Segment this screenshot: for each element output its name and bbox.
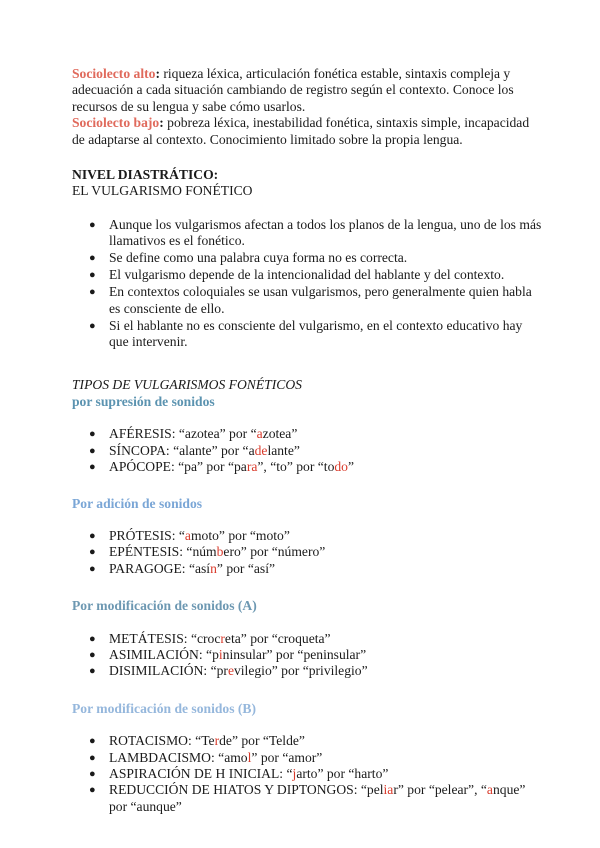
nivel-title: NIVEL DIASTRÁTICO: <box>72 167 219 183</box>
term: REDUCCIÓN DE HIATOS Y DIPTONGOS: <box>109 782 361 798</box>
example-text: ero” por “número” <box>223 544 326 560</box>
list-item <box>72 318 542 351</box>
term: PARAGOGE: <box>109 560 189 576</box>
bullet-icon: ● <box>89 269 96 282</box>
list-item <box>72 782 542 815</box>
list-item <box>72 284 542 317</box>
nivel-bullet-list <box>72 217 542 351</box>
example-text: “p <box>206 646 219 662</box>
bullet-icon: ● <box>89 319 96 332</box>
sociolecto-alto-text: riqueza léxica, articulación fonética estable, sintaxis compleja y adecuación a cada situación cambiando de registro según el contexto. Conoce los recursos de su lengua y sabe cómo usarlos. <box>72 66 514 114</box>
colon: : <box>159 115 164 131</box>
example-text: arto” por “harto” <box>296 765 389 781</box>
bullet-icon: ● <box>89 546 96 559</box>
list-item <box>72 544 542 560</box>
highlight: a <box>184 527 191 543</box>
section-heading-adicion: Por adición de sonidos <box>72 495 203 511</box>
highlight: ia <box>383 782 394 798</box>
list-item-text: El vulgarismo depende de la intencionalidad del hablante y del contexto. <box>109 267 505 283</box>
bullet-icon: ● <box>89 632 96 645</box>
example-text: lante” <box>267 442 300 458</box>
modificacion-b-list <box>72 733 542 815</box>
sociolecto-bajo-text: pobreza léxica, inestabilidad fonética, sintaxis simple, incapacidad de adaptarse al contexto. Conocimiento limitado sobre la propia lengua. <box>72 115 530 147</box>
sociolecto-bajo-label: Sociolecto bajo <box>72 115 160 131</box>
list-item <box>72 250 542 266</box>
example-text: ” <box>347 459 355 475</box>
term: ASIMILACIÓN: <box>109 646 207 662</box>
bullet-icon: ● <box>89 461 96 474</box>
example-text: zotea” <box>262 426 298 442</box>
list-item-text: En contextos coloquiales se usan vulgarismos, pero generalmente quien habla es consciente de ello. <box>109 284 532 316</box>
term: EPÉNTESIS: <box>109 544 187 560</box>
example-text: ninsular” por “peninsular” <box>222 646 367 662</box>
highlight: j <box>292 765 297 781</box>
bullet-icon: ● <box>89 665 96 678</box>
example-text: nque” por “aunque” <box>109 782 526 814</box>
modificacion-a-list <box>72 631 542 680</box>
adicion-list <box>72 528 542 577</box>
list-item <box>72 766 542 782</box>
example-text: “pa” por “pa <box>178 459 247 475</box>
supresion-list <box>72 426 542 475</box>
example-text: “Te <box>195 733 215 749</box>
highlight: a <box>486 782 493 798</box>
bullet-icon: ● <box>89 562 96 575</box>
example-text: “alante” por “a <box>173 442 255 458</box>
example-text: “así <box>188 560 211 576</box>
term: APÓCOPE: <box>109 459 179 475</box>
document-page <box>72 66 542 815</box>
example-text: “núm <box>186 544 217 560</box>
example-text: de” por “Telde” <box>219 733 305 749</box>
example-text: eta” por “croqueta” <box>224 630 331 646</box>
term: AFÉRESIS: <box>109 426 179 442</box>
highlight: ra <box>246 459 258 475</box>
example-text: “pel <box>360 782 384 798</box>
list-item <box>72 733 542 749</box>
bullet-icon: ● <box>89 218 96 231</box>
nivel-subtitle: EL VULGARISMO FONÉTICO <box>72 183 253 199</box>
example-text: “croc <box>190 630 221 646</box>
highlight: a <box>256 426 263 442</box>
term: METÁTESIS: <box>109 630 191 646</box>
bullet-icon: ● <box>89 735 96 748</box>
list-item-text: Aunque los vulgarismos afectan a todos los planos de la lengua, uno de los más llamativos es el fonético. <box>109 216 542 249</box>
highlight: e <box>227 663 234 679</box>
tipos-title: TIPOS DE VULGARISMOS FONÉTICOS <box>72 377 302 393</box>
bullet-icon: ● <box>89 529 96 542</box>
bullet-icon: ● <box>89 751 96 764</box>
highlight: do <box>334 459 348 475</box>
highlight: r <box>214 733 220 749</box>
list-item <box>72 426 542 442</box>
term: PRÓTESIS: <box>109 527 179 543</box>
list-item <box>72 561 542 577</box>
example-text: “azotea” por “ <box>178 426 257 442</box>
sociolecto-bajo-paragraph <box>72 115 542 148</box>
bullet-icon: ● <box>89 428 96 441</box>
example-text: moto” por “moto” <box>190 527 290 543</box>
example-text: vilegio” por “privilegio” <box>233 663 368 679</box>
list-item-text: Si el hablante no es consciente del vulgarismo, en el contexto educativo hay que intervenir. <box>109 317 523 350</box>
bullet-icon: ● <box>89 444 96 457</box>
example-text: “amo <box>218 749 248 765</box>
section-heading-supresion: por supresión de sonidos <box>72 393 215 409</box>
list-item <box>72 647 542 663</box>
list-item <box>72 443 542 459</box>
bullet-icon: ● <box>89 784 96 797</box>
term: DISIMILACIÓN: <box>109 663 211 679</box>
term: LAMBDACISMO: <box>109 749 219 765</box>
section-heading-modificacion-a: Por modificación de sonidos (A) <box>72 598 257 614</box>
bullet-icon: ● <box>89 286 96 299</box>
term: ASPIRACIÓN DE H INICIAL: <box>109 765 287 781</box>
example-text: r” por “pelear”, “ <box>393 782 487 798</box>
bullet-icon: ● <box>89 648 96 661</box>
example-text: “pr <box>210 663 228 679</box>
highlight: i <box>218 646 223 662</box>
colon: : <box>155 66 160 81</box>
sociolecto-alto-label: Sociolecto alto <box>72 66 156 81</box>
list-item <box>72 217 542 250</box>
term: SÍNCOPA: <box>109 442 174 458</box>
list-item <box>72 528 542 544</box>
example-text: ” por “amor” <box>251 749 323 765</box>
highlight: l <box>247 749 252 765</box>
highlight: b <box>216 544 224 560</box>
highlight: n <box>210 560 217 576</box>
term: ROTACISMO: <box>109 733 196 749</box>
example-text: “ <box>178 527 185 543</box>
sociolecto-alto-paragraph <box>72 66 542 115</box>
example-text: ”, “to” por “to <box>257 459 335 475</box>
bullet-icon: ● <box>89 252 96 265</box>
example-text: “ <box>286 765 293 781</box>
list-item-text: Se define como una palabra cuya forma no es correcta. <box>109 250 408 266</box>
list-item <box>72 459 542 475</box>
highlight: de <box>254 442 268 458</box>
highlight: r <box>220 630 225 646</box>
list-item <box>72 750 542 766</box>
section-heading-modificacion-b: Por modificación de sonidos (B) <box>72 700 257 716</box>
list-item <box>72 663 542 679</box>
bullet-icon: ● <box>89 767 96 780</box>
list-item <box>72 631 542 647</box>
example-text: ” por “así” <box>216 560 276 576</box>
list-item <box>72 267 542 283</box>
